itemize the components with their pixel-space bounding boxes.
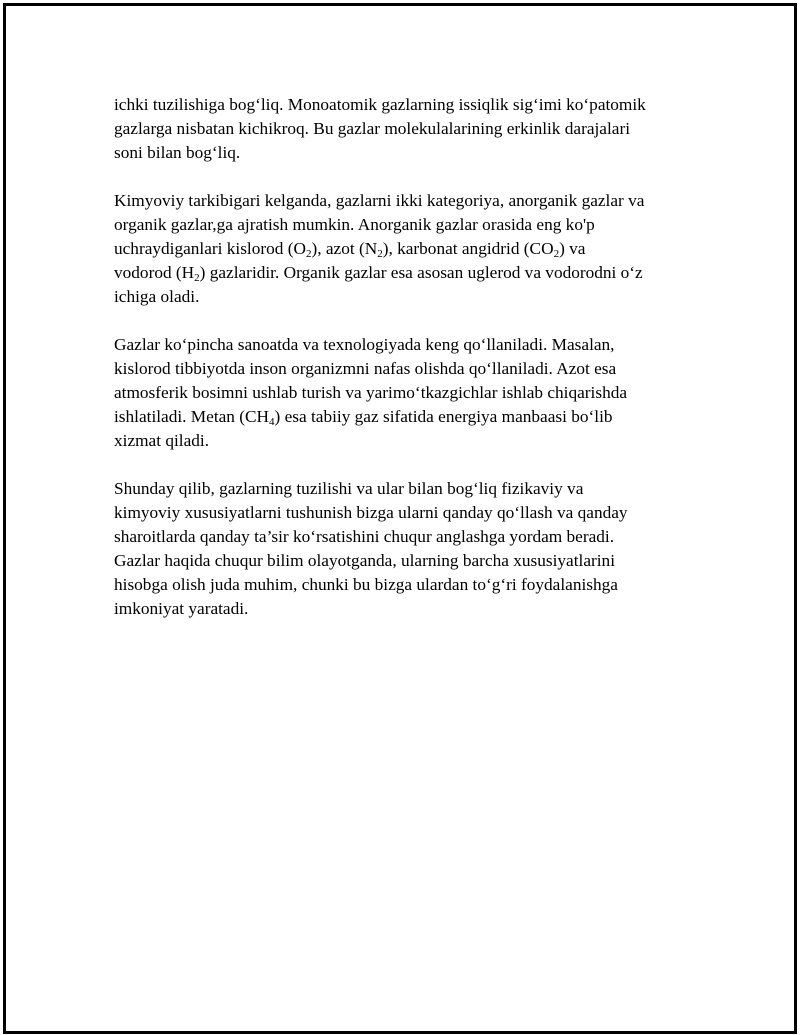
text-run: Gazlar haqida chuqur bilim olayotganda, ularning barcha xususiyatlarini [114, 551, 615, 570]
text-run: kislorod tibbiyotda inson organizmni nafas olishda qo‘llaniladi. Azot esa [114, 359, 617, 378]
paragraph-3 [114, 333, 694, 453]
text-run: Kimyoviy tarkibigari kelganda, gazlarni ikki kategoriya, anorganik gazlar va [114, 191, 645, 210]
text-run: xizmat qiladi. [114, 431, 210, 450]
document-body [114, 93, 694, 645]
text-line [114, 93, 694, 117]
text-line [114, 141, 694, 165]
text-run: uchraydiganlari kislorod (O [114, 239, 306, 258]
subscript: 2 [553, 248, 560, 260]
text-run: Shunday qilib, gazlarning tuzilishi va ular bilan bog‘liq fizikaviy va [114, 479, 584, 498]
text-run: ) va [559, 239, 586, 258]
text-run: sharoitlarda qanday ta’sir ko‘rsatishini chuqur anglashga yordam beradi. [114, 527, 615, 546]
text-run: ) esa tabiiy gaz sifatida energiya manbaasi bo‘lib [274, 407, 613, 426]
text-line [114, 261, 694, 285]
paragraph-2 [114, 189, 694, 309]
text-run: ), azot (N [311, 239, 378, 258]
subscript: 4 [269, 416, 275, 428]
text-line [114, 501, 694, 525]
paragraph-1 [114, 93, 694, 165]
subscript: 2 [305, 248, 312, 260]
text-run: ) gazlaridir. Organik gazlar esa asosan uglerod va vodorodni o‘z [199, 263, 643, 282]
text-run: hisobga olish juda muhim, chunki bu bizga ulardan to‘g‘ri foydalanishga [114, 575, 618, 594]
text-run: ichiga oladi. [114, 287, 200, 306]
text-run: gazlarga nisbatan kichikroq. Bu gazlar molekulalarining erkinlik darajalari [114, 119, 631, 138]
text-line [114, 285, 694, 309]
text-line [114, 213, 694, 237]
text-line [114, 573, 694, 597]
text-run: kimyoviy xususiyatlarni tushunish bizga ularni qanday qo‘llash va qanday [114, 503, 628, 522]
text-run: ichki tuzilishiga bog‘liq. Monoatomik gazlarning issiqlik sig‘imi ko‘patomik [114, 95, 646, 114]
text-run: Gazlar ko‘pincha sanoatda va texnologiyada keng qo‘llaniladi. Masalan, [114, 335, 615, 354]
text-line [114, 477, 694, 501]
text-line [114, 333, 694, 357]
text-line [114, 357, 694, 381]
text-run: imkoniyat yaratadi. [114, 599, 249, 618]
text-run: soni bilan bog‘liq. [114, 143, 241, 162]
text-line [114, 549, 694, 573]
paragraph-4 [114, 477, 694, 621]
text-run: ishlatiladi. Metan (CH [114, 407, 270, 426]
text-run: vodorod (H [114, 263, 195, 282]
text-line [114, 597, 694, 621]
text-line [114, 381, 694, 405]
text-line [114, 525, 694, 549]
text-line [114, 405, 694, 429]
text-run: atmosferik bosimni ushlab turish va yarimo‘tkazgichlar ishlab chiqarishda [114, 383, 628, 402]
text-run: organik gazlar,ga ajratish mumkin. Anorganik gazlar orasida eng ko'p [114, 215, 595, 234]
text-line [114, 237, 694, 261]
text-line [114, 429, 694, 453]
text-line [114, 189, 694, 213]
subscript: 2 [377, 248, 383, 260]
text-line [114, 117, 694, 141]
subscript: 2 [194, 272, 200, 284]
text-run: ), karbonat angidrid (CO [382, 239, 554, 258]
